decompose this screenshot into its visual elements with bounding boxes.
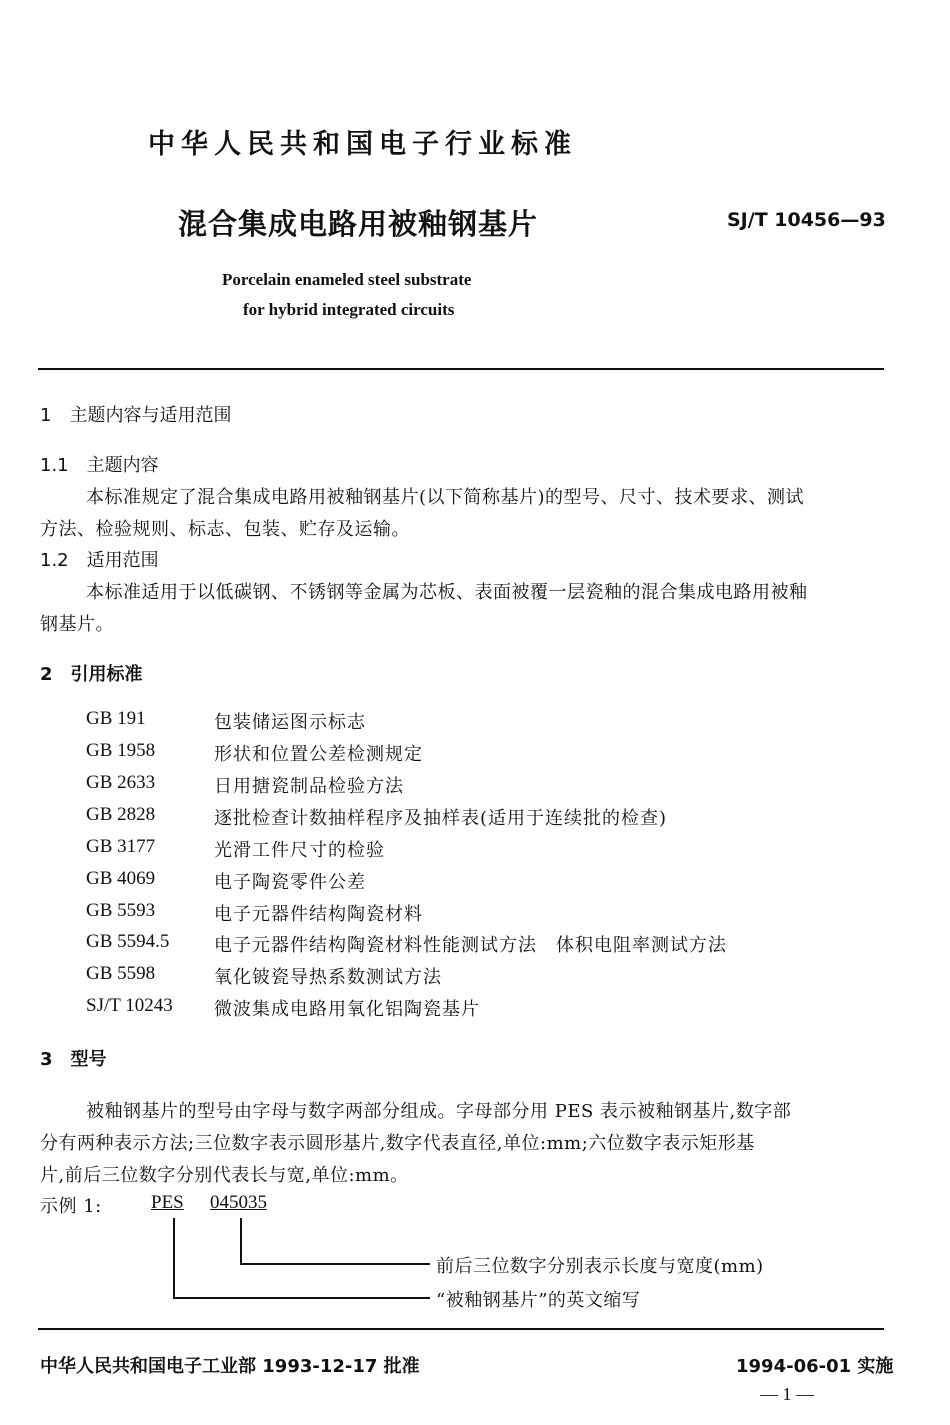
section-3-paragraph-line-2: 分有两种表示方法;三位数字表示圆形基片,数字代表直径,单位:mm;六位数字表示矩形基 [40,1133,755,1154]
digits-annotation: 前后三位数字分别表示长度与宽度(mm) [436,1256,764,1277]
letters-annotation: “被釉钢基片”的英文缩写 [436,1290,641,1311]
section-2-heading: 2 引用标准 [40,664,143,685]
letters-connector-horizontal [173,1297,430,1299]
section-1-heading: 1 主题内容与适用范围 [40,405,232,426]
reference-title: 电子元器件结构陶瓷材料 [214,904,423,925]
example-letters: PES [151,1192,184,1213]
section-3-heading: 3 型号 [40,1049,107,1070]
reference-title: 日用搪瓷制品检验方法 [214,776,404,797]
reference-code: GB 5598 [86,963,156,984]
reference-title: 光滑工件尺寸的检验 [214,840,385,861]
digits-connector-horizontal [240,1263,430,1265]
top-divider [38,368,884,370]
section-3-paragraph-line-1: 被釉钢基片的型号由字母与数字两部分组成。字母部分用 PES 表示被釉钢基片,数字部 [86,1101,792,1122]
english-title-line-2: for hybrid integrated circuits [243,300,455,319]
section-1-2-paragraph-line-1: 本标准适用于以低碳钢、不锈钢等金属为芯板、表面被覆一层瓷釉的混合集成电路用被釉 [86,582,808,603]
approval-statement: 中华人民共和国电子工业部 1993-12-17 批准 [40,1356,420,1377]
org-title: 中华人民共和国电子行业标准 [148,129,577,160]
reference-code: GB 3177 [86,836,156,857]
section-1-2-heading: 1.2 适用范围 [40,550,159,571]
reference-code: GB 5593 [86,900,156,921]
reference-code: SJ/T 10243 [86,995,173,1016]
reference-title: 电子元器件结构陶瓷材料性能测试方法 体积电阻率测试方法 [214,935,727,956]
example-digits: 045035 [210,1192,267,1213]
reference-title: 逐批检查计数抽样程序及抽样表(适用于连续批的检查) [214,808,668,829]
reference-code: GB 2633 [86,772,156,793]
reference-title: 包装储运图示标志 [214,712,366,733]
reference-title: 微波集成电路用氧化铝陶瓷基片 [214,999,480,1020]
section-1-1-paragraph-line-1: 本标准规定了混合集成电路用被釉钢基片(以下简称基片)的型号、尺寸、技术要求、测试 [86,487,805,508]
page-number: — 1 — [760,1384,814,1404]
reference-code: GB 1958 [86,740,156,761]
letters-connector-vertical [173,1218,175,1298]
reference-code: GB 4069 [86,868,156,889]
reference-code: GB 5594.5 [86,931,170,952]
section-1-1-paragraph-line-2: 方法、检验规则、标志、包装、贮存及运输。 [40,519,410,540]
digits-connector-vertical [240,1218,242,1264]
section-3-paragraph-line-3: 片,前后三位数字分别代表长与宽,单位:mm。 [40,1165,409,1186]
reference-title: 形状和位置公差检测规定 [214,744,423,765]
reference-code: GB 2828 [86,804,156,825]
effective-date: 1994-06-01 实施 [736,1356,894,1377]
standard-code: SJ/T 10456—93 [727,209,886,231]
section-1-2-paragraph-line-2: 钢基片。 [40,614,114,635]
reference-code: GB 191 [86,708,146,729]
english-title-line-1: Porcelain enameled steel substrate [222,270,472,289]
standard-title: 混合集成电路用被釉钢基片 [178,207,539,241]
reference-title: 氧化铍瓷导热系数测试方法 [214,967,442,988]
bottom-divider [38,1328,884,1330]
example-label: 示例 1: [40,1196,102,1217]
section-1-1-heading: 1.1 主题内容 [40,455,159,476]
reference-title: 电子陶瓷零件公差 [214,872,366,893]
